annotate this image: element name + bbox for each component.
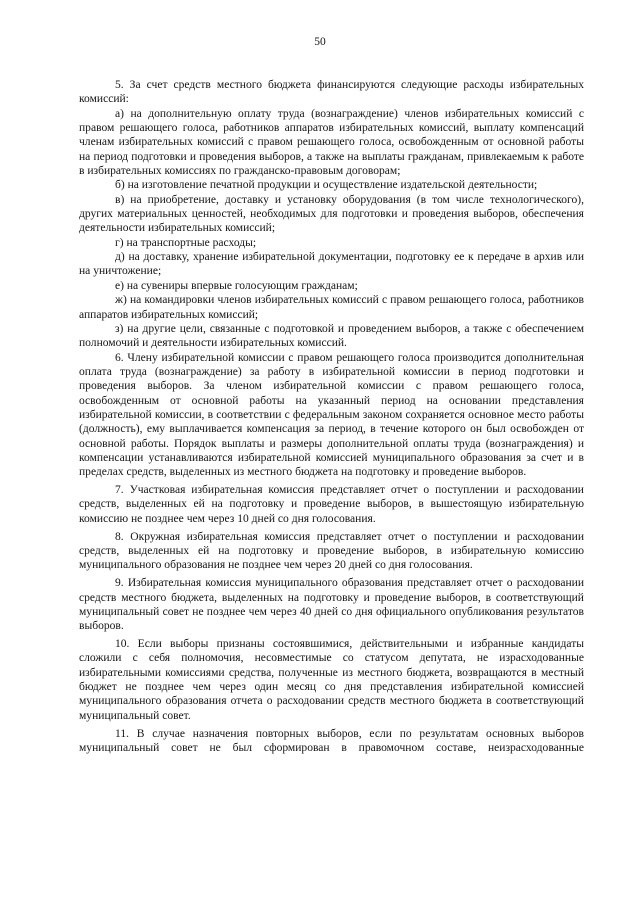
paragraph-5-v: в) на приобретение, доставку и установку оборудования (в том числе технологического), других материальных ценностей, необходимых для подготовки и проведения выборов, обеспечения деятельности избирательных комиссий; <box>79 193 584 235</box>
paragraph-5-e: е) на сувениры впервые голосующим гражданам; <box>115 279 358 292</box>
paragraph-5-b: б) на изготовление печатной продукции и осуществление издательской деятельности; <box>115 179 538 192</box>
page-number: 50 <box>314 36 326 48</box>
paragraph-10: 10. Если выборы признаны состоявшимися, действительными и избранные кандидаты сложили с себя полномочия, несовместимые со статусом депутата, не израсходованные избирательными комиссиями средства, полученные из местного бюджета, возвращаются в местный бюджет не позднее чем через один месяц со дня представления избирательной комиссией муниципального образования отчета о расходовании средств местного бюджета в соответствующий муниципальный совет. <box>79 638 584 722</box>
document-body <box>79 78 584 755</box>
paragraph-6: 6. Члену избирательной комиссии с правом решающего голоса производится дополнительная оплата труда (вознаграждение) за работу в избирательной комиссии в период подготовки и проведения выборов. За членом избирательной комиссии с правом решающего голоса, освобожденным от основной работы на указанный период на основании представления избирательной комиссии, в соответствии с федеральным законом сохраняется основное место работы (должность), ему выплачивается компенсация за период, в течение которого он был освобожден от основной работы. Порядок выплаты и размеры дополнительной оплаты труда (вознаграждения) и компенсации устанавливаются избирательной комиссией муниципального образования за счет и в пределах средств, выделенных из местного бюджета на подготовку и проведение выборов. <box>79 351 584 479</box>
paragraph-8: 8. Окружная избирательная комиссия представляет отчет о поступлении и расходовании средств, выделенных ей на подготовку и проведение выборов, в избирательную комиссию муниципального образования не позднее чем через 20 дней со дня голосования. <box>79 530 584 572</box>
paragraph-5-d: д) на доставку, хранение избирательной документации, подготовку ее к передаче в архив или на уничтожение; <box>79 251 584 278</box>
paragraph-9: 9. Избирательная комиссия муниципального образования представляет отчет о расходовании средств местного бюджета, выделенных на подготовку и проведение выборов, в соответствующий муниципальный совет не позднее чем через 40 дней со дня официального опубликования результатов выборов. <box>79 577 584 633</box>
paragraph-5-g: г) на транспортные расходы; <box>115 236 257 249</box>
paragraph-5-zh: ж) на командировки членов избирательных комиссий с правом решающего голоса, работников аппаратов избирательных комиссий; <box>79 294 584 321</box>
paragraph-5-a: а) на дополнительную оплату труда (вознаграждение) членов избирательных комиссий с правом решающего голоса, работников аппаратов избирательных комиссий, выплату компенсаций членам избирательных комиссий с правом решающего голоса, освобожденным от основной работы на период подготовки и проведения выборов, а также на выплаты гражданам, привлекаемым к работе в избирательных комиссиях по гражданско-правовым договорам; <box>79 107 584 178</box>
paragraph-5-z: з) на другие цели, связанные с подготовкой и проведением выборов, а также с обеспечением полномочий и деятельности избирательных комиссий. <box>79 322 584 350</box>
paragraph-11: 11. В случае назначения повторных выборов, если по результатам основных выборов муниципальный совет не был сформирован в правомочном составе, неизрасходованные <box>79 727 584 754</box>
paragraph-7: 7. Участковая избирательная комиссия представляет отчет о поступлении и расходовании средств, выделенных ей на подготовку и проведение выборов, в вышестоящую избирательную комиссию не позднее чем через 10 дней со дня голосования. <box>79 484 584 525</box>
paragraph-5: 5. За счет средств местного бюджета финансируются следующие расходы избирательных комиссий: <box>79 79 584 106</box>
